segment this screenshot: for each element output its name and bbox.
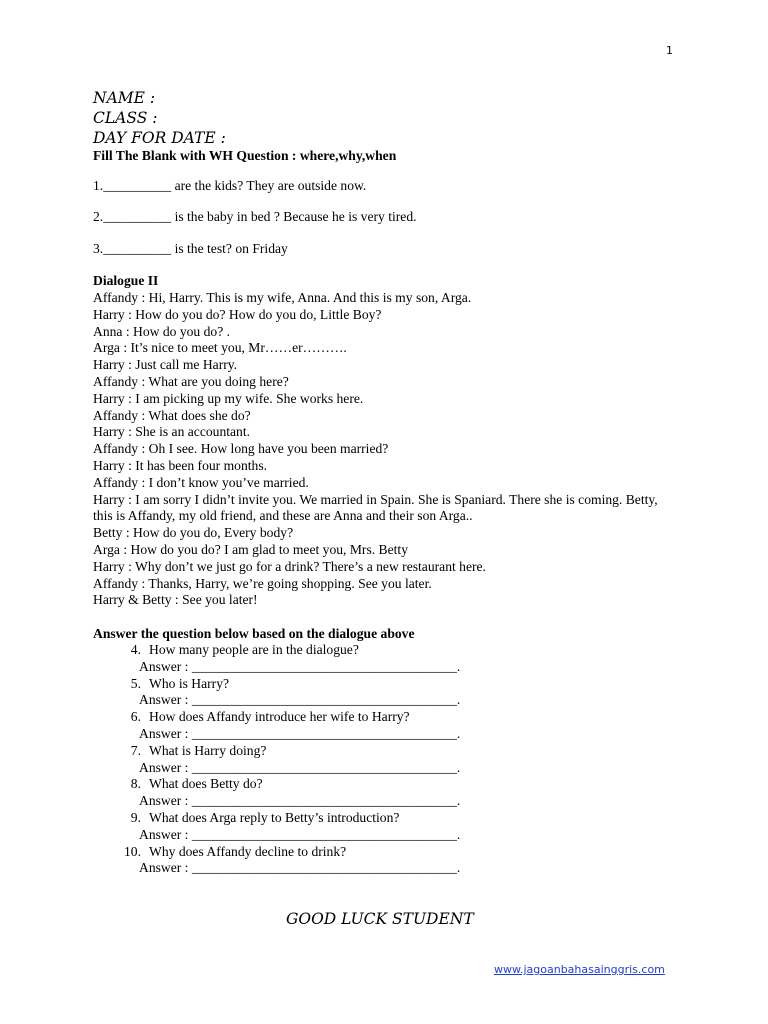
answer-blank: Answer : _______________________________________. [139, 860, 461, 876]
dialogue-text [93, 290, 668, 609]
question-text: Who is Harry? [149, 675, 230, 691]
answer-blank: Answer : _______________________________________. [139, 793, 461, 809]
dialogue-line: Harry : I am sorry I didn’t invite you. We married in Spain. She is Spaniard. There she is coming. Betty, this is Affandy, my old friend, and these are Anna and their son Arga.. [93, 491, 658, 524]
dialogue-line: Affandy : Oh I see. How long have you been married? [93, 441, 389, 457]
page-number: 1 [666, 44, 673, 57]
dialogue-line: Betty : How do you do, Every body? [93, 525, 294, 541]
question-item [111, 642, 460, 659]
dialogue-line: Affandy : What are you doing here? [93, 373, 289, 389]
dialogue-title: Dialogue II [93, 273, 159, 288]
question-text: How does Affandy introduce her wife to Harry? [149, 709, 410, 725]
answer-blank: Answer : _______________________________________. [139, 692, 461, 708]
dialogue-line: Affandy : What does she do? [93, 407, 251, 423]
dialogue-line: Harry : Just call me Harry. [93, 357, 238, 373]
question-item [111, 743, 460, 760]
dialogue-line: Affandy : Thanks, Harry, we’re going shopping. See you later. [93, 575, 432, 591]
closing-message: GOOD LUCK STUDENT [286, 910, 474, 928]
dialogue-line: Harry : She is an accountant. [93, 424, 251, 440]
answer-blank: Answer : _______________________________________. [139, 826, 461, 842]
answer-instructions: Answer the question below based on the dialogue above [93, 626, 415, 641]
question-number: 8. [130, 776, 141, 792]
dialogue-line: Affandy : I don’t know you’ve married. [93, 474, 309, 490]
question-item [111, 776, 460, 793]
dialogue-line: Harry : How do you do? How do you do, Little Boy? [93, 306, 382, 322]
answer-blank: Answer : _______________________________________. [139, 658, 461, 674]
question-number: 5. [130, 675, 141, 691]
dialogue-line: Harry : It has been four months. [93, 457, 268, 473]
day-for-date-label: DAY FOR DATE : [93, 129, 226, 147]
dialogue-line: Harry : Why don’t we just go for a drink? There’s a new restaurant here. [93, 558, 486, 574]
question-text: What does Arga reply to Betty’s introduction? [149, 809, 400, 825]
question-list [111, 642, 460, 877]
fill-blank-item: 2.__________ is the baby in bed ? Because he is very tired. [93, 209, 417, 224]
student-info-fields [93, 88, 226, 148]
question-number: 9. [130, 809, 141, 825]
fill-blank-item: 1.__________ are the kids? They are outside now. [93, 178, 367, 193]
dialogue-line: Arga : How do you do? I am glad to meet you, Mrs. Betty [93, 541, 408, 557]
answer-blank: Answer : _______________________________________. [139, 759, 461, 775]
fill-blank-item: 3.__________ is the test? on Friday [93, 241, 288, 256]
question-item [111, 844, 460, 861]
question-item [111, 676, 460, 693]
question-item [111, 709, 460, 726]
fill-blank-instructions: Fill The Blank with WH Question : where,why,when [93, 148, 397, 163]
question-number: 4. [130, 642, 141, 657]
question-text: What is Harry doing? [149, 742, 267, 758]
dialogue-line: Affandy : Hi, Harry. This is my wife, Anna. And this is my son, Arga. [93, 290, 472, 305]
dialogue-line: Anna : How do you do? . [93, 323, 231, 339]
answer-blank: Answer : _______________________________________. [139, 725, 461, 741]
question-text: Why does Affandy decline to drink? [149, 843, 347, 859]
dialogue-line: Arga : It’s nice to meet you, Mr……er………. [93, 340, 347, 356]
question-text: What does Betty do? [149, 776, 263, 792]
question-number: 7. [130, 742, 141, 758]
name-label: NAME : [93, 89, 156, 107]
dialogue-line: Harry : I am picking up my wife. She works here. [93, 390, 364, 406]
dialogue-line: Harry & Betty : See you later! [93, 592, 258, 608]
question-number: 10. [124, 843, 141, 859]
question-item [111, 810, 460, 827]
class-label: CLASS : [93, 109, 158, 127]
footer-website-link[interactable]: www.jagoanbahasainggris.com [494, 963, 665, 976]
question-number: 6. [130, 709, 141, 725]
question-text: How many people are in the dialogue? [149, 642, 359, 657]
